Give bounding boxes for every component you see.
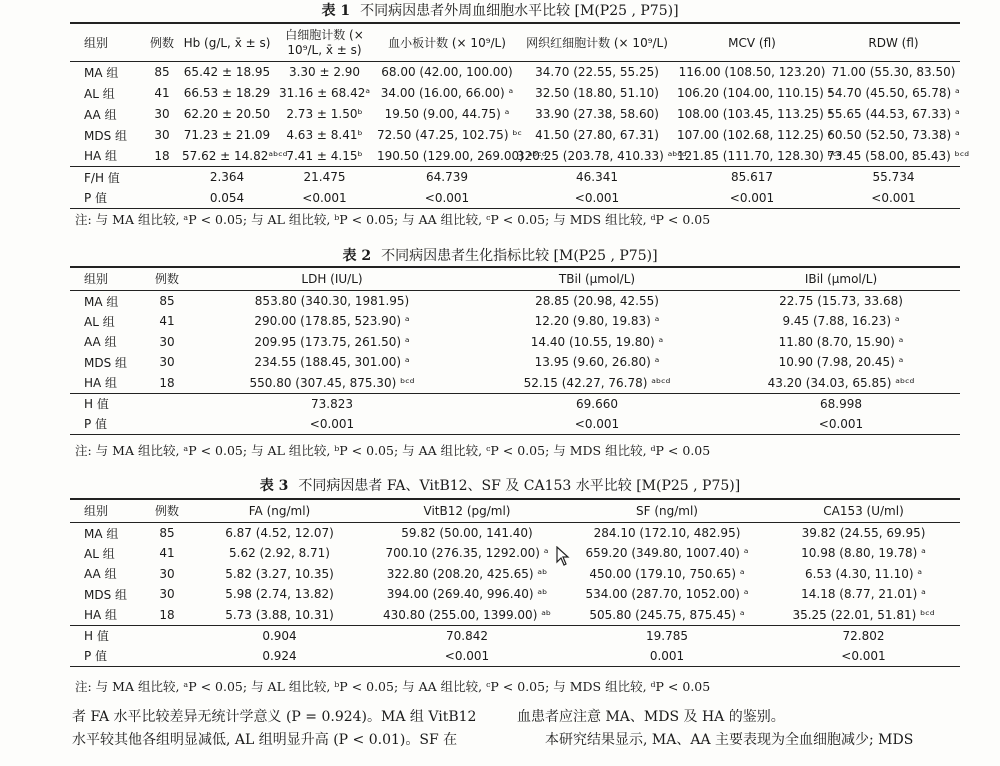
table-cell: 5.73 (3.88, 10.31) <box>225 607 334 622</box>
table3-header-0: 组别 <box>70 499 142 523</box>
table-row <box>70 125 960 146</box>
table-cell: 14.40 (10.55, 19.80) ᵃ <box>530 334 664 349</box>
table-cell: 19.50 (9.00, 44.75) ᵃ <box>384 107 510 121</box>
table-cell: 68.00 (42.00, 100.00) <box>381 65 513 80</box>
row-label: AL 组 <box>84 314 115 329</box>
table-cell: 5.62 (2.92, 8.71) <box>229 546 330 561</box>
table-row <box>70 291 960 312</box>
table-cell: 85.617 <box>677 167 827 188</box>
row-label: AA 组 <box>84 107 117 122</box>
table-cell: 322.80 (208.20, 425.65) ᵃᵇ <box>386 566 548 581</box>
table-cell: 284.10 (172.10, 482.95) <box>593 526 741 540</box>
table1-caption <box>0 0 1000 20</box>
table-cell <box>142 646 192 667</box>
mouse-cursor-icon <box>556 546 570 566</box>
row-label: MDS 组 <box>84 128 128 143</box>
body-right-line-1: 血患者应注意 MA、MDS 及 HA 的鉴别。 <box>517 709 785 725</box>
table-row <box>70 584 960 605</box>
row-label: H 值 <box>70 625 142 646</box>
row-label: AL 组 <box>84 546 115 561</box>
table-row <box>70 83 960 104</box>
table-row <box>70 146 960 167</box>
table1-title: 不同病因患者外周血细胞水平比较 [M(P25 , P75)] <box>360 3 679 19</box>
table2-header-2: LDH (IU/L) <box>192 267 472 291</box>
table-cell: 700.10 (276.35, 1292.00) ᵃ <box>385 546 549 561</box>
row-label: P 值 <box>84 191 108 206</box>
table-cell: 30 <box>154 128 170 142</box>
table2-number: 表 2 <box>342 248 372 264</box>
table-row <box>70 625 960 646</box>
row-label: MA 组 <box>84 294 119 309</box>
table-cell: 64.739 <box>377 167 517 188</box>
table-cell: 41 <box>154 86 170 100</box>
table-cell: 7.41 ± 4.15ᵇ <box>286 148 363 163</box>
table-cell: 55.65 (44.53, 67.33) ᵃ <box>827 107 960 121</box>
table-cell: 190.50 (129.00, 269.00) ᵃᵇᶜᵈ <box>377 148 547 163</box>
table-cell: 0.001 <box>649 648 685 663</box>
table-cell: 106.20 (104.00, 110.15) ᵃ <box>677 86 833 100</box>
table-cell: 6.53 (4.30, 11.10) ᵃ <box>804 566 923 581</box>
table1-header-4: 血小板计数 (× 10⁹/L) <box>377 23 517 62</box>
table-cell: <0.001 <box>729 190 775 205</box>
table-cell: 18 <box>159 375 175 390</box>
table2-header-1: 例数 <box>142 267 192 291</box>
table-row <box>70 332 960 353</box>
table-cell: <0.001 <box>309 416 355 431</box>
table-cell: 57.62 ± 14.82ᵃᵇᶜᵈ <box>182 148 288 163</box>
table-row <box>70 393 960 414</box>
table-cell: 41 <box>159 314 175 329</box>
table-row <box>70 373 960 394</box>
table3-caption <box>0 475 1000 495</box>
table-cell <box>142 414 192 435</box>
row-label: HA 组 <box>84 376 118 390</box>
table-cell: 30 <box>159 355 175 370</box>
table-cell: 5.98 (2.74, 13.82) <box>225 587 334 602</box>
table3-number: 表 3 <box>259 478 289 494</box>
table1 <box>70 22 970 209</box>
table-cell: 12.20 (9.80, 19.83) ᵃ <box>534 314 660 329</box>
table-cell: 55.734 <box>827 167 960 188</box>
table-cell <box>142 393 192 414</box>
table-row <box>70 188 960 209</box>
row-label: HA 组 <box>84 608 118 622</box>
table-cell: 22.75 (15.73, 33.68) <box>779 294 903 308</box>
row-label: MDS 组 <box>84 355 128 370</box>
table-row <box>70 605 960 626</box>
body-right-line-2: 本研究结果显示, MA、AA 主要表现为全血细胞减少; MDS <box>545 732 914 748</box>
table-cell <box>142 188 182 209</box>
table2-header-row <box>70 267 960 291</box>
row-label: AA 组 <box>84 335 117 350</box>
row-label: AL 组 <box>84 86 115 101</box>
table-cell: 116.00 (108.50, 123.20) <box>678 65 826 80</box>
table3-title: 不同病因患者 FA、VitB12、SF 及 CA153 水平比较 [M(P25 , P75)] <box>298 478 741 494</box>
table-cell: 121.85 (111.70, 128.30) ᵇᶜᵈ <box>677 148 843 163</box>
table-cell: 10.90 (7.98, 20.45) ᵃ <box>778 355 904 370</box>
table3-header-5: CA153 (U/ml) <box>767 499 960 523</box>
table-cell <box>142 167 182 188</box>
table-cell: 35.25 (22.01, 51.81) ᵇᶜᵈ <box>792 607 935 622</box>
row-label: P 值 <box>84 649 108 663</box>
table-cell: 6.87 (4.52, 12.07) <box>225 526 334 540</box>
table1-header-3: 白细胞计数 (× 10⁹/L, x̄ ± s) <box>272 23 377 62</box>
table-cell: <0.001 <box>871 190 916 205</box>
table-cell: 30 <box>154 107 170 121</box>
table-cell: <0.001 <box>424 190 470 205</box>
table-row <box>70 646 960 667</box>
table-cell: 234.55 (188.45, 301.00) ᵃ <box>254 355 410 370</box>
table-cell: 2.364 <box>182 167 272 188</box>
table1-number: 表 1 <box>321 3 351 19</box>
table-cell: 31.16 ± 68.42ᵃ <box>278 86 371 100</box>
table1-header-row <box>70 23 960 62</box>
table-cell: 3.30 ± 2.90 <box>288 65 361 80</box>
table-cell: 39.82 (24.55, 69.95) <box>801 526 926 540</box>
table3-header-row <box>70 499 960 523</box>
table-cell: 70.842 <box>367 625 567 646</box>
table2-title: 不同病因患者生化指标比较 [M(P25 , P75)] <box>381 248 658 264</box>
table-cell: 18 <box>159 607 175 622</box>
table-cell: 85 <box>159 526 175 540</box>
table-row <box>70 564 960 585</box>
table-cell: 394.00 (269.40, 996.40) ᵃᵇ <box>386 587 548 602</box>
table1-body <box>70 62 970 209</box>
row-label: F/H 值 <box>70 167 142 188</box>
table1-header-2: Hb (g/L, x̄ ± s) <box>182 23 272 62</box>
table1-header-1: 例数 <box>142 23 182 62</box>
table-cell: 2.73 ± 1.50ᵇ <box>286 107 363 121</box>
table-cell: 0.924 <box>262 648 297 663</box>
table1-header-0: 组别 <box>70 23 142 62</box>
table-cell: 28.85 (20.98, 42.55) <box>535 294 659 308</box>
table-cell: 13.95 (9.60, 26.80) ᵃ <box>534 355 660 370</box>
table-cell: 73.823 <box>192 393 472 414</box>
row-label: P 值 <box>84 417 108 431</box>
row-label: H 值 <box>70 393 142 414</box>
table-cell: 550.80 (307.45, 875.30) ᵇᶜᵈ <box>249 375 415 390</box>
table3-header-2: FA (ng/ml) <box>192 499 367 523</box>
table2-body <box>70 291 960 435</box>
table3-header-4: SF (ng/ml) <box>567 499 767 523</box>
table2-caption <box>0 245 1000 265</box>
table-row <box>70 414 960 435</box>
row-label: HA 组 <box>84 149 118 164</box>
table-cell: 72.802 <box>767 625 960 646</box>
table-cell: 41.50 (27.80, 67.31) <box>535 128 659 142</box>
table-cell: 52.15 (42.27, 76.78) ᵃᵇᶜᵈ <box>523 375 671 390</box>
table-cell: 290.00 (178.85, 523.90) ᵃ <box>254 314 410 329</box>
table-cell: 46.341 <box>517 167 677 188</box>
table-cell: 66.53 ± 18.29 <box>183 86 271 100</box>
table-cell: 18 <box>154 148 170 163</box>
table-cell: 14.18 (8.77, 21.01) ᵃ <box>801 587 926 602</box>
table-cell: 10.98 (8.80, 19.78) ᵃ <box>801 546 926 561</box>
table-cell: 505.80 (245.75, 875.45) ᵃ <box>589 607 745 622</box>
table-cell: 54.70 (45.50, 65.78) ᵃ <box>827 86 960 100</box>
table-row <box>70 62 960 83</box>
table-cell: <0.001 <box>841 648 886 663</box>
row-label: AA 组 <box>84 567 117 582</box>
table-cell: 21.475 <box>272 167 377 188</box>
table-cell: 209.95 (173.75, 261.50) ᵃ <box>254 334 410 349</box>
table-cell: 450.00 (179.10, 750.65) ᵃ <box>589 566 745 581</box>
table3-header-3: VitB12 (pg/ml) <box>367 499 567 523</box>
table-cell: 69.660 <box>472 393 722 414</box>
table-cell: 853.80 (340.30, 1981.95) <box>254 294 410 308</box>
table2-header-4: IBil (μmol/L) <box>722 267 960 291</box>
table-cell: 5.82 (3.27, 10.35) <box>225 566 334 581</box>
table-cell: <0.001 <box>302 190 347 205</box>
table-cell: 33.90 (27.38, 58.60) <box>535 107 659 121</box>
table-cell: 72.50 (47.25, 102.75) ᵇᶜ <box>377 128 522 142</box>
table-cell: <0.001 <box>574 416 620 431</box>
table-cell: <0.001 <box>818 416 864 431</box>
table2-note: 注: 与 MA 组比较, ᵃP < 0.05; 与 AL 组比较, ᵇP < 0.05; 与 AA 组比较, ᶜP < 0.05; 与 MDS 组比较, ᵈP < 0.05 <box>75 443 711 458</box>
table-cell: 659.20 (349.80, 1007.40) ᵃ <box>585 546 749 561</box>
table-cell: <0.001 <box>574 190 620 205</box>
table-cell: 30 <box>159 566 175 581</box>
table3-note: 注: 与 MA 组比较, ᵃP < 0.05; 与 AL 组比较, ᵇP < 0.05; 与 AA 组比较, ᶜP < 0.05; 与 MDS 组比较, ᵈP < 0.05 <box>75 679 711 694</box>
row-label: MA 组 <box>84 526 119 541</box>
table-cell: 85 <box>154 65 170 80</box>
table1-header-5: 网织红细胞计数 (× 10⁹/L) <box>517 23 677 62</box>
table-cell: 108.00 (103.45, 113.25) ᵃ <box>677 107 833 121</box>
table-cell: 41 <box>159 546 175 561</box>
table-cell <box>142 625 192 646</box>
table3 <box>70 498 960 667</box>
table-cell: 19.785 <box>567 625 767 646</box>
body-left-line-1: 者 FA 水平比较差异无统计学意义 (P = 0.924)。MA 组 VitB12 <box>72 709 477 725</box>
table-cell: 0.904 <box>192 625 367 646</box>
table-cell: 59.82 (50.00, 141.40) <box>401 526 533 540</box>
table-cell: <0.001 <box>444 648 490 663</box>
table-cell: 9.45 (7.88, 16.23) ᵃ <box>782 314 900 329</box>
table-cell: 65.42 ± 18.95 <box>183 65 271 80</box>
table2-header-0: 组别 <box>70 267 142 291</box>
table3-header-1: 例数 <box>142 499 192 523</box>
table-cell: 534.00 (287.70, 1052.00) ᵃ <box>585 587 749 602</box>
table-cell: 43.20 (34.03, 65.85) ᵃᵇᶜᵈ <box>767 375 915 390</box>
table-cell: 30 <box>159 587 175 602</box>
body-left-line-2: 水平较其他各组明显减低, AL 组明显升高 (P < 0.01)。SF 在 <box>72 732 458 748</box>
row-label: MA 组 <box>84 65 119 80</box>
table-cell: 11.80 (8.70, 15.90) ᵃ <box>778 334 904 349</box>
table-cell: 62.20 ± 20.50 <box>183 107 271 121</box>
table-cell: 68.998 <box>722 393 960 414</box>
table-cell: 34.00 (16.00, 66.00) ᵃ <box>380 86 514 100</box>
table-cell: 32.50 (18.80, 51.10) <box>535 86 659 100</box>
table-cell: 85 <box>159 294 175 308</box>
table-cell: 73.45 (58.00, 85.43) ᵇᶜᵈ <box>827 148 970 163</box>
table-row <box>70 352 960 373</box>
table-cell: 30 <box>159 334 175 349</box>
table-cell: 4.63 ± 8.41ᵇ <box>286 128 363 142</box>
table-cell: 107.00 (102.68, 112.25) ᵃ <box>677 128 833 142</box>
table-row <box>70 311 960 332</box>
row-label: MDS 组 <box>84 587 128 602</box>
table-cell: 430.80 (255.00, 1399.00) ᵃᵇ <box>382 607 552 622</box>
table1-header-7: RDW (fl) <box>827 23 960 62</box>
table2 <box>70 266 960 435</box>
table-cell: 71.00 (55.30, 83.50) <box>831 65 956 80</box>
table-cell: 71.23 ± 21.09 <box>183 128 271 142</box>
table-row <box>70 104 960 125</box>
table-cell: 60.50 (52.50, 73.38) ᵃ <box>827 128 960 142</box>
table-row <box>70 167 960 188</box>
table2-header-3: TBil (μmol/L) <box>472 267 722 291</box>
table-cell: 320.25 (203.78, 410.33) ᵃᵇᶜᵈ <box>517 148 687 163</box>
table-row <box>70 543 960 564</box>
table3-body <box>70 523 960 667</box>
table-row <box>70 523 960 544</box>
table1-note: 注: 与 MA 组比较, ᵃP < 0.05; 与 AL 组比较, ᵇP < 0.05; 与 AA 组比较, ᶜP < 0.05; 与 MDS 组比较, ᵈP < 0.05 <box>75 212 711 227</box>
table-cell: 34.70 (22.55, 55.25) <box>535 65 659 80</box>
table1-header-6: MCV (fl) <box>677 23 827 62</box>
table-cell: 0.054 <box>209 190 245 205</box>
